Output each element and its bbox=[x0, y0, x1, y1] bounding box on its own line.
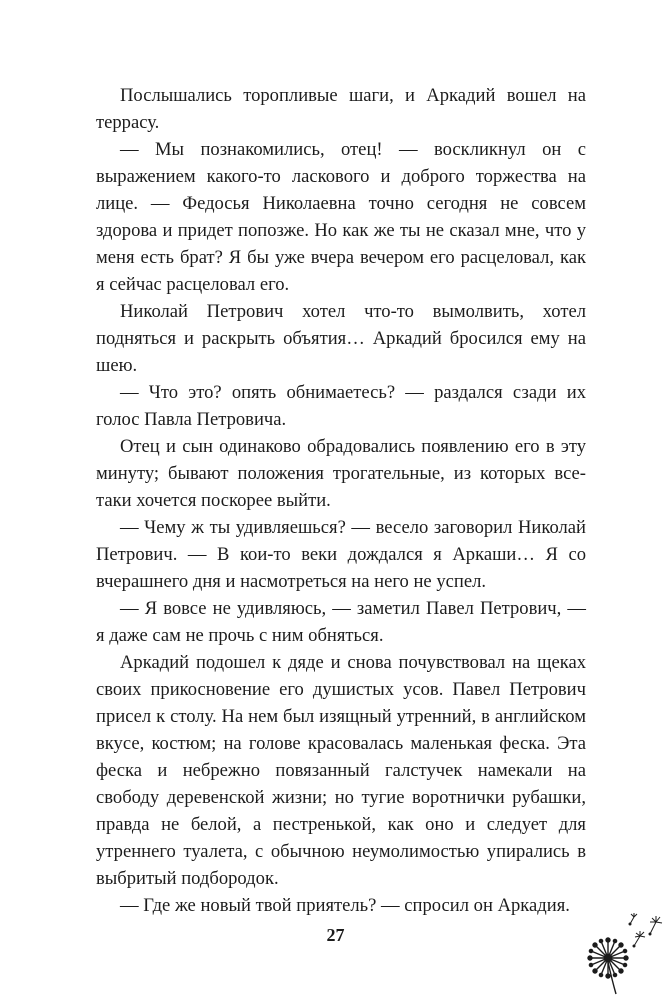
paragraph-8: Аркадий подошел к дяде и снова почувствовал на щеках своих прикосновение его душистых усов. Павел Петрович присел к столу. На нем был изящный утренний, в английском вкусе, костюм; на голове красовалась маленькая феска. Эта феска и небрежно повязанный галстучек намекали на свободу деревенской жизни; но тугие воротнички рубашки, правда не белой, а пестренькой, как оно и следует для утреннего туалета, с обычною неумолимостью упирались в выбритый подбородок. bbox=[96, 652, 586, 889]
paragraph-2: — Мы познакомились, отец! — воскликнул он с выражением какого-то ласкового и доброго торжества на лице. — Федосья Николаевна точно сегодня не совсем здорова и придет попозже. Но как же ты не сказал мне, что у меня есть брат? Я бы уже вчера вечером его расцеловал, как я сейчас расцеловал его. bbox=[96, 139, 586, 295]
paragraph-7: — Я вовсе не удивляюсь, — заметил Павел Петрович, — я даже сам не прочь с ним обняться. bbox=[96, 598, 586, 646]
paragraph-9: — Где же новый твой приятель? — спросил он Аркадия. bbox=[120, 895, 570, 916]
paragraph-5: Отец и сын одинаково обрадовались появлению его в эту минуту; бывают положения трогательные, из которых все-таки хочется поскорее выйти. bbox=[96, 436, 586, 511]
paragraph-4: — Что это? опять обнимаетесь? — раздался сзади их голос Павла Петровича. bbox=[96, 382, 586, 430]
page-number: 27 bbox=[326, 925, 345, 945]
dandelion-icon bbox=[582, 906, 668, 996]
paragraph-3: Николай Петрович хотел что-то вымолвить, хотел подняться и раскрыть объятия… Аркадий бросился ему на шею. bbox=[96, 301, 586, 376]
paragraph-1: Послышались торопливые шаги, и Аркадий вошел на террасу. bbox=[96, 85, 586, 133]
paragraph-6: — Чему ж ты удивляешься? — весело заговорил Николай Петрович. — В кои-то веки дождался я Аркаши… Я со вчерашнего дня и насмотреться на него не успел. bbox=[96, 517, 586, 592]
body-text bbox=[96, 82, 586, 919]
